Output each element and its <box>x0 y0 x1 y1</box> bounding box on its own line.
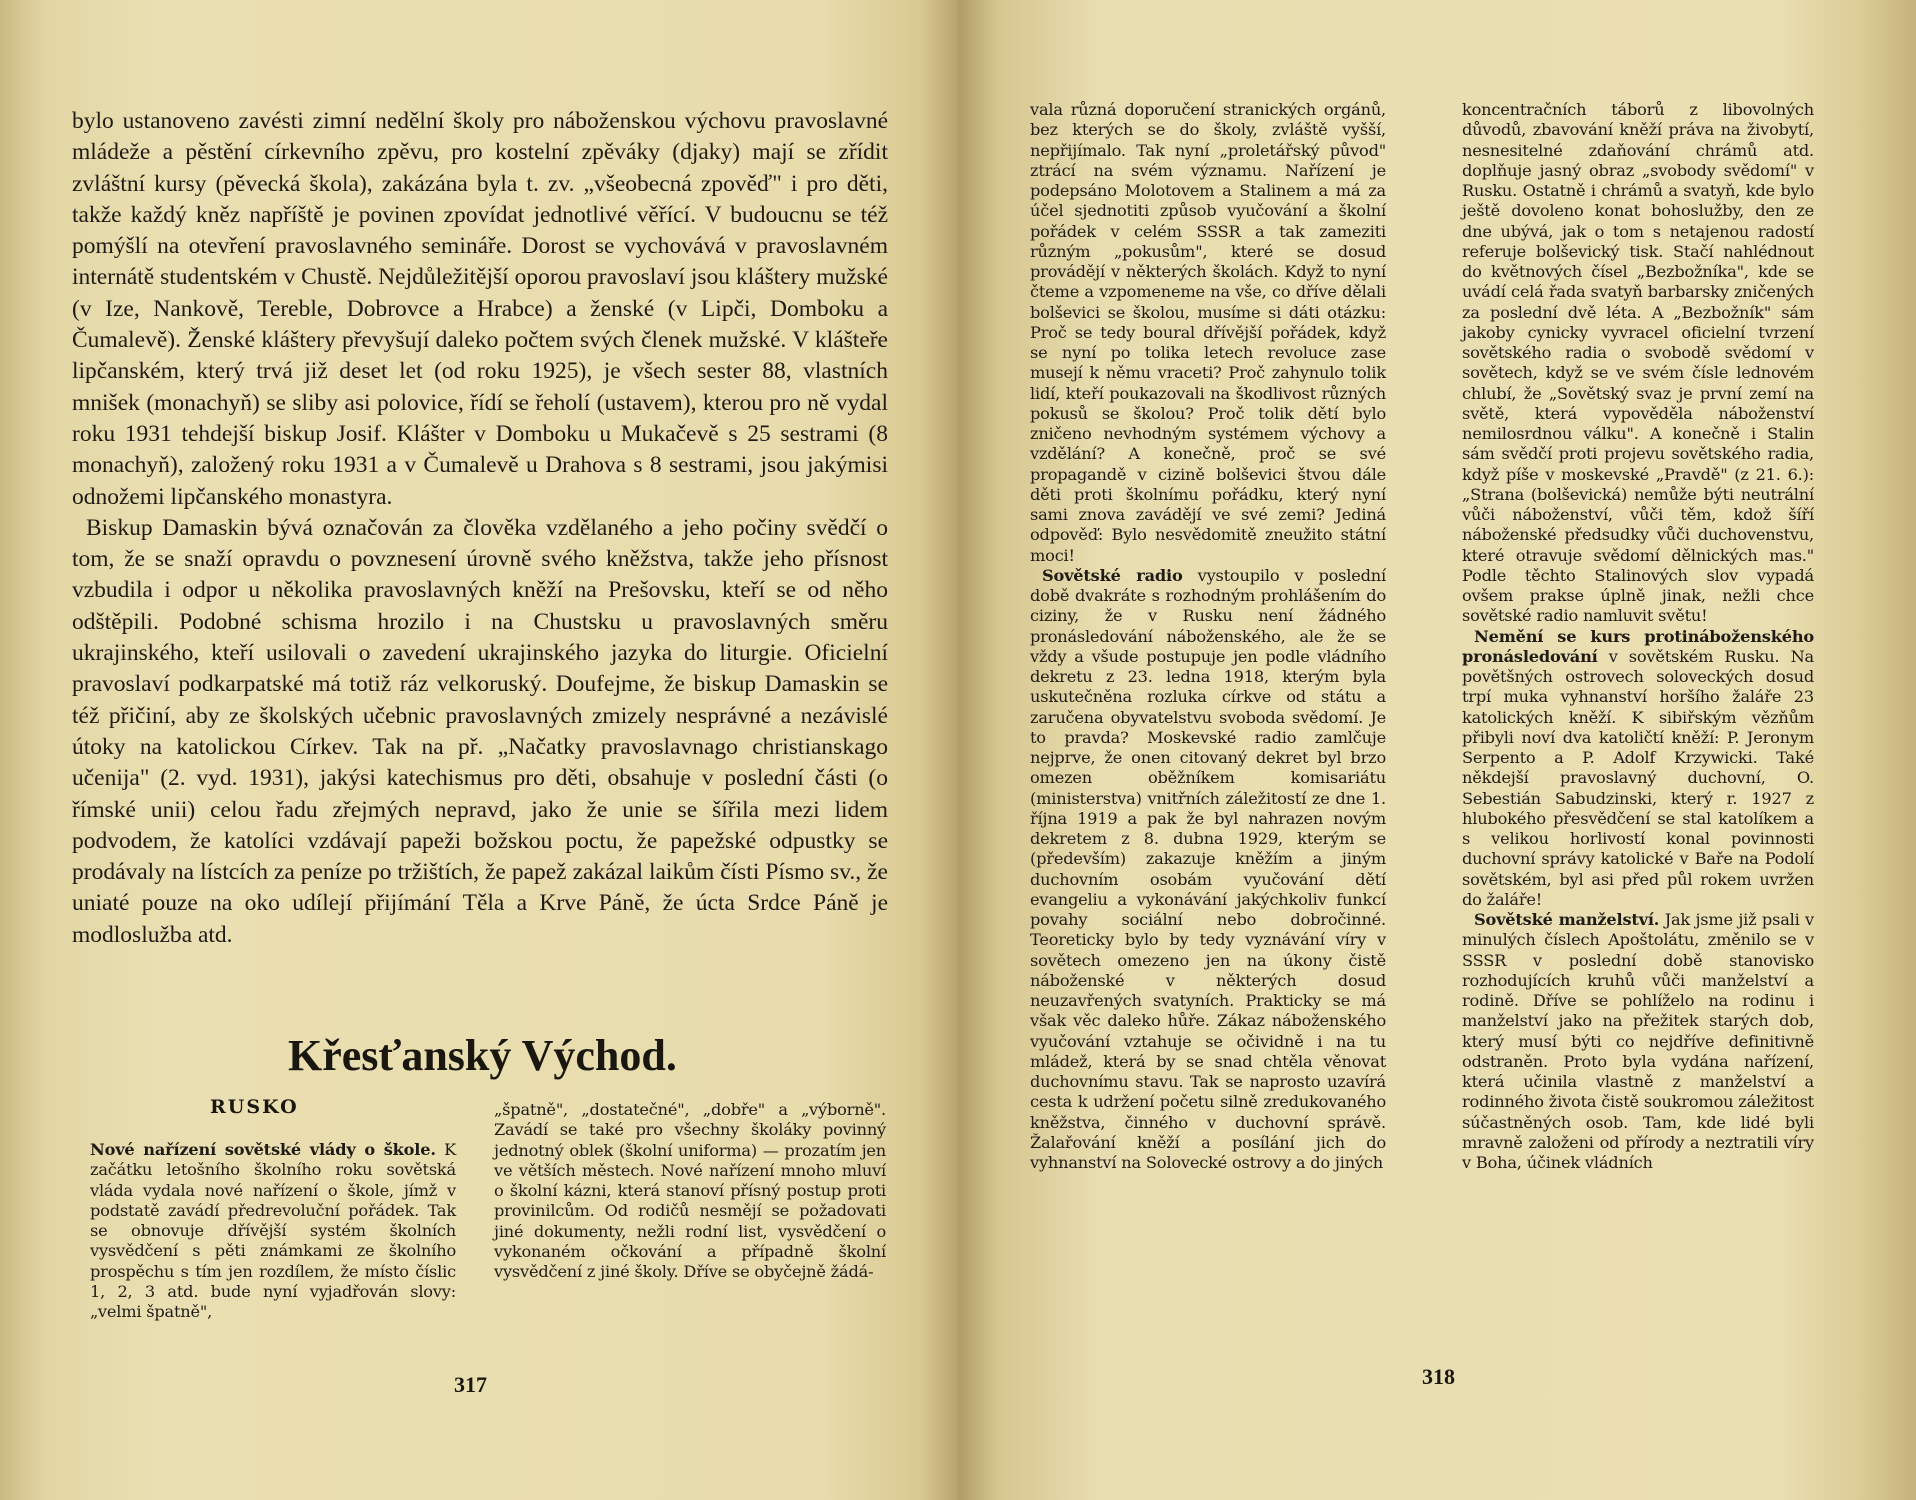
left-column-1 <box>90 1140 456 1322</box>
column-paragraph: „špatně", „dostatečné", „dobře" a „výborně". Zavádí se také pro všechny školáky povinný jednotný oblek (školní uniforma) — prozatím jen ve větších městech. Nové nařízení mnoho mluví o školní kázni, která stanoví přísný postup proti provinilcům. Od rodičů nesmějí se požadovati jiné dokumenty, nežli rodní list, vysvědčení o vykonaném očkování a případně školní vysvědčení z jiné školy. Dříve se obyčejně žádá- <box>494 1100 886 1281</box>
section-title: Křesťanský Východ. <box>288 1031 677 1080</box>
article-text: K začátku letošního školního roku sovětská vláda vydala nové nařízení o škole, jímž v podstatě zavádí předrevoluční pořádek. Tak se obnovuje dřívější systém školních vysvědčení s pěti známkami ze školního prospěchu s tím jen rozdílem, že místo číslic 1, 2, 3 atd. bude nyní vyjadřován slovy: „velmi špatně", <box>90 1140 457 1321</box>
article-text: vala různá doporučení stranických orgánů, bez kterých se do školy, zvláště vyšší, nepřijímalo. Tak nyní „proletářský původ" ztrácí na svém významu. Nařízení je podepsáno Molotovem a Stalinem a má za účel sjednotiti způsob vyučování a školní pořádek v celém SSSR a tak zameziti různým „pokusům", které se dosud provádějí v některých školách. Když to nyní čteme a vzpomeneme na vše, co dříve dělali bolševici se školou, musíme si dáti otázku: Proč se tedy boural dřívější pořádek, když se nyní po tolika letech revoluce zase musejí k němu vraceti? Proč zahynulo tolik lidí, kteří poukazovali na škodlivost různých pokusů se školou? Proč tolik dětí bylo zničeno nevhodným systémem výchovy a vzdělání? A konečně, proč se své propagandě v cizině bolševici štvou dále děti proti školnímu pořádku, který nyní sami znova zavádějí ve své zemi? Jediná odpověď: Bylo nesvědomitě zneužito státní moci! <box>1030 100 1386 565</box>
article-text: vystoupilo v poslední době dvakráte s rozhodným prohlášením do ciziny, že v Rusku není žádného pronásledování náboženského, ale že se vždy a všude postupuje jen podle vládního dekretu z 23. ledna 1918, kterým byla uskutečněna rozluka církve od státu a zaručena obyvatelstvu svoboda svědomí. Je to pravda? Moskevské radio zamlčuje nejprve, že onen citovaný dekret byl brzo omezen oběžníkem komisariátu (ministerstva) vnitřních záležitostí ze dne 1. října 1919 a pak že byl nahrazen novým dekretem z 8. dubna 1929, kterým se (především) zakazuje kněžím a jiným duchovním osobám vyučování dětí evangeliu a vykonávání jakýchkoliv funkcí povahy sociální nebo dobročinné. Teoreticky bylo by tedy vyznávání víry v sovětech omezeno jen na úkony čistě náboženské v některých dosud neuzavřených svatyních. Prakticky se má však věc daleko hůře. Zákaz náboženského vyučování vztahuje se očividně i na tu mládež, která by se snad chtěla věnovat duchovnímu stavu. Tak se naprosto uzavírá cesta k udržení početu silně zredukovaného kněžstva, činného v duchovní správě. Žalařování kněží a posílání jich do vyhnanství na Solovecké ostrovy a do jiných <box>1030 565 1386 1172</box>
article-text: koncentračních táborů z libovolných důvodů, zbavování kněží práva na živobytí, nesnesitelné zdaňování chrámů atd. doplňuje jasný obraz „svobody svědomí" v Rusku. Ostatně i chrámů a svatyň, kde bylo ještě dovoleno konat bohoslužby, den ze dne ubývá, jak o tom s netajenou radostí referuje bolševický tisk. Stačí nahlédnout do květnových čísel „Bezbožníka", kde se uvádí celá řada svatyň barbarsky zničených za poslední dvě léta. A „Bezbožník" sám jakoby cynicky vyvracel oficielní tvrzení sovětského radia o svobodě svědomí v sovětech, když se ve svém čísle lednovém chlubí, že „Sovětský svaz je první zemí na světě, která vypověděla náboženství nemilosrdnou válku". A konečně i Stalin sám svědčí proti projevu sovětského radia, když píše v moskevské „Pravdě" (z 21. 6.): „Strana (bolševická) nemůže býti neutrální vůči náboženství, vůči těm, kdož šíří náboženské předsudky vůči duchovenstvu, které otravuje svědomí dělnických mas." Podle těchto Stalinových slov vypadá ovšem prakse úplně jinak, nežli chce sovětské radio namluvit světu! <box>1462 100 1814 626</box>
body-paragraph-2: Biskup Damaskin bývá označován za člověka vzdělaného a jeho počiny svědčí o tom, že se snaží opravdu o povznesení úrovně svého kněžstva, takže jeho přísnost vzbudila i odpor u několika pravoslavných kněží na Prešovsku, kteří se od něho odštěpili. Podobné schisma hrozilo i na Chustsku u pravoslavných směru ukrajinského, kteří usilovali o zavedení ukrajinského jazyka do liturgie. Oficielní pravoslaví podkarpatské má totiž ráz velkoruský. Doufejme, že biskup Damaskin se též přičiní, aby ze školských učebnic pravoslavných zmizely nesprávné a nezávislé útoky na katolickou Církev. Tak na př. „Načatky pravoslavnago christianskago učenija" (2. vyd. 1931), jakýsi katechismus pro děti, obsahuje v poslední části (o římské unii) celou řadu zřejmých nepravd, jako že unie se šířila mezi lidem podvodem, že katolíci vzdávají papeži božskou poctu, že papežské odpustky se prodávaly na lístcích za peníze po tržištích, že papež zakázal laikům čísti Písmo sv., že uniaté pouze na oko udílejí přijímání Těla a Krve Páně, že úcta Srdce Páně je modloslužba atd. <box>72 514 888 948</box>
body-paragraph-1: bylo ustanoveno zavésti zimní nedělní školy pro náboženskou výchovu pravoslavné mládeže a pěstění církevního zpěvu, pro kostelní zpěváky (djaky) mají se zřídit zvláštní kursy (pěvecká škola), zakázána byla t. zv. „všeobecná zpověď" i pro děti, takže každý kněz napříště je povinen zpovídat jednotlivé věřící. V budoucnu se též pomýšlí na otevření pravoslavného semináře. Dorost se vychovává v pravoslavném internátě studentském v Chustě. Nejdůležitější oporou pravoslaví jsou kláštery mužské (v Ize, Nankově, Tereble, Dobrovce a Hrabce) a ženské (v Lipči, Domboku a Čumalevě). Ženské kláštery převyšují daleko počtem svých členek mužské. V klášteře lipčanském, který trvá již deset let (od roku 1925), je všech sester 88, vlastních mnišek (monachyň) se sliby asi polovice, řídí se řeholí (ustavem), kterou pro ně vydal roku 1931 tehdejší biskup Josif. Klášter v Domboku u Mukačevě s 25 sestrami (8 monachyň), založený roku 1931 a v Čumalevě u Drahova s 8 sestrami, jsou jakýmisi odnožemi lipčanského monastyra. <box>72 108 888 510</box>
left-page-body <box>72 106 888 951</box>
column-paragraph <box>1462 627 1814 911</box>
column-paragraph <box>90 1140 456 1322</box>
right-column-2 <box>1462 100 1814 1173</box>
section-subtitle: RUSKO <box>210 1096 299 1118</box>
article-text: Jak jsme již psali v minulých číslech Apoštolátu, změnilo se v SSSR v poslední době stanovisko rozhodujících kruhů vůči manželství a rodině. Dříve se pohlíželo na rodinu i manželství jako na přežitek starých dob, který musí býti co nejdříve definitivně odstraněn. Proto byla vydána nařízení, která učinila vlastně z manželství a rodinného života čistě soukromou záležitost súčastněných osob. Tam, kde lidé byli mravně založeni od přírody a neztratili víry v Boha, účinek vládních <box>1462 910 1814 1172</box>
article-heading: Nové nařízení sovětské vlády o škole. <box>90 1140 436 1159</box>
left-column-2 <box>494 1100 886 1282</box>
article-text: v sovětském Rusku. Na povětšných ostrovech soloveckých dosud trpí muka vyhnanství horšího žaláře 23 katolických kněží. K sibiřským vězňům přibyli noví dva katoličtí kněží: P. Jeronym Serpento a P. Adolf Krzywicki. Také někdejší pravoslavný duchovní, O. Sebestián Sabudzinski, který r. 1927 z hlubokého přesvědčení se stal katolíkem a s velikou horlivostí konal povinnosti duchovní správy katolické v Baře na Podolí sovětském, byl asi před půl rokem uvržen do žaláře! <box>1462 646 1814 909</box>
right-column-1 <box>1030 100 1386 1173</box>
column-paragraph <box>1030 566 1386 1174</box>
article-heading: Sovětské radio <box>1042 565 1183 585</box>
article-heading: Sovětské manželství. <box>1474 910 1660 929</box>
article-heading: Nemění se kurs protináboženského pronásledování <box>1462 626 1814 666</box>
right-page <box>958 0 1916 1500</box>
page-number-right: 318 <box>1422 1364 1455 1389</box>
page-number-left: 317 <box>454 1372 487 1397</box>
column-paragraph <box>1462 910 1814 1173</box>
